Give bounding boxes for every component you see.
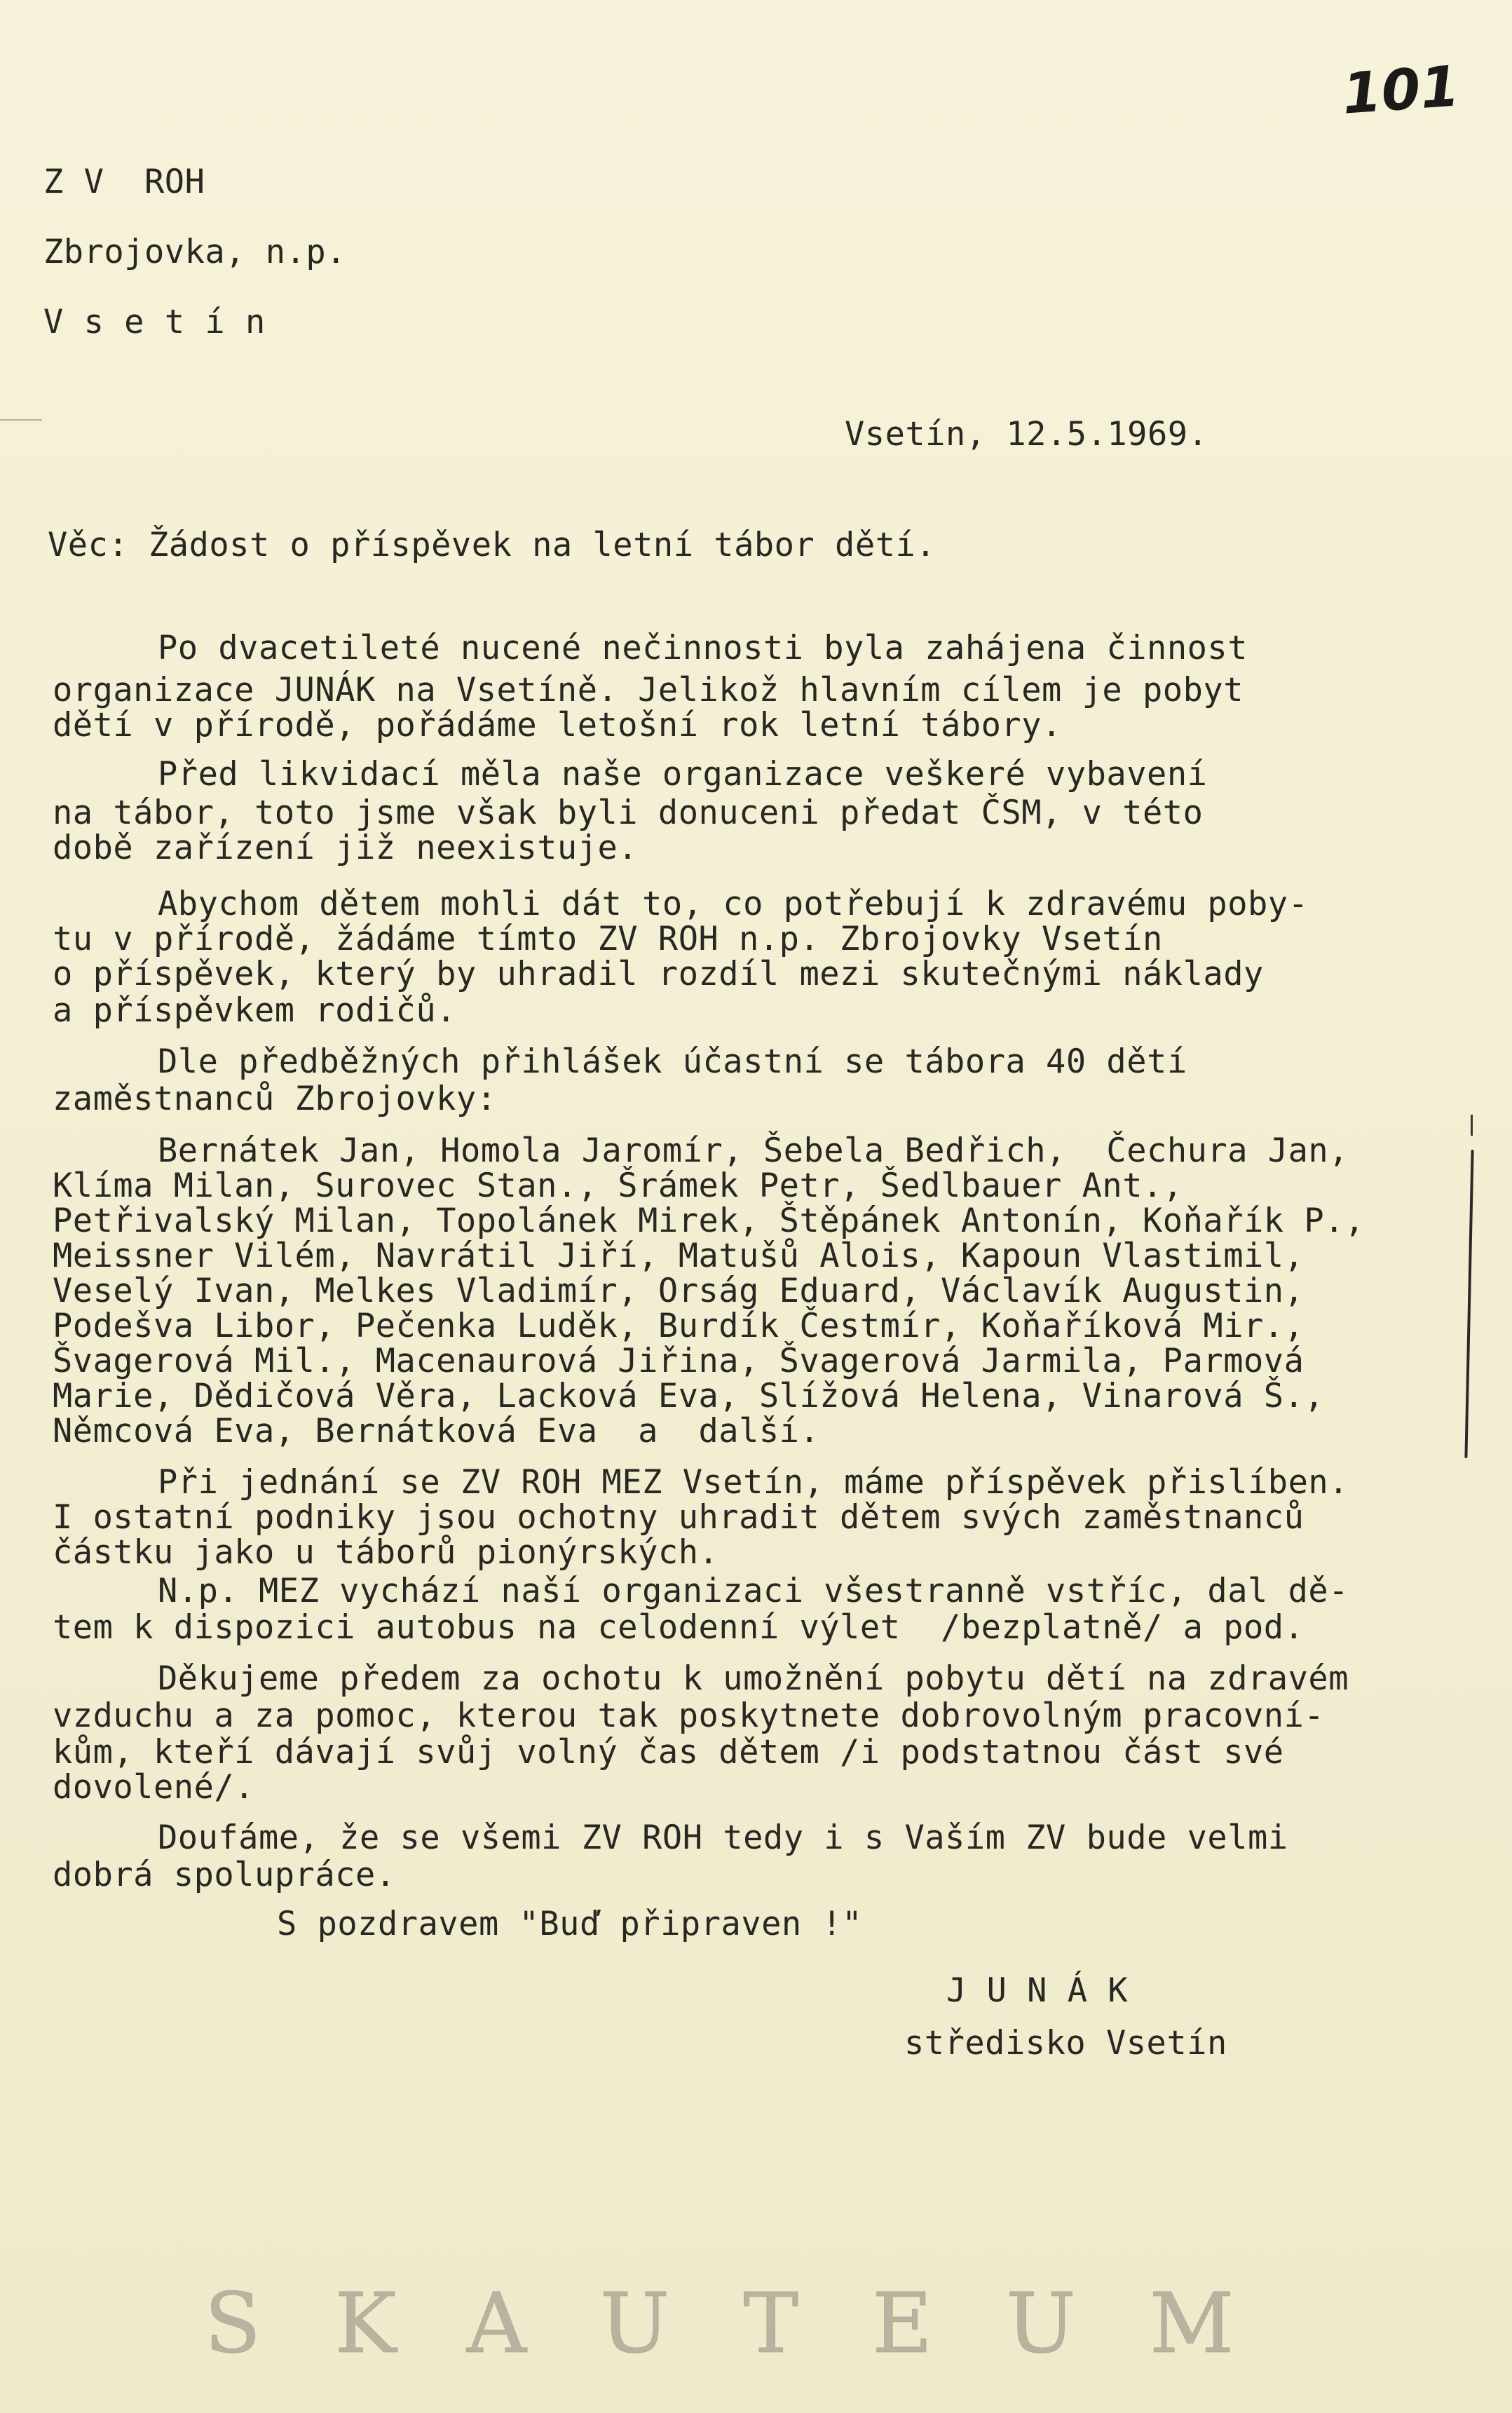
closing-greeting: S pozdravem "Buď připraven !" bbox=[277, 1905, 863, 1943]
paragraph-3-line-1: Abychom dětem mohli dát to, co potřebují k zdravému poby- bbox=[158, 885, 1309, 923]
paragraph-7-line-4: dovolené/. bbox=[53, 1768, 254, 1807]
margin-mark-top bbox=[1471, 1115, 1473, 1136]
paragraph-7-line-3: kům, kteří dávají svůj volný čas dětem /i podstatnou část své bbox=[53, 1733, 1284, 1772]
paragraph-1-line-3: dětí v přírodě, pořádáme letošní rok letní tábory. bbox=[53, 706, 1062, 745]
paragraph-5-line-2: I ostatní podniky jsou ochotny uhradit dětem svých zaměstnanců bbox=[53, 1498, 1305, 1537]
paragraph-8-line-1: Doufáme, že se všemi ZV ROH tedy i s Vaším ZV bude velmi bbox=[158, 1819, 1288, 1857]
paragraph-1-line-2: organizace JUNÁK na Vsetíně. Jelikož hlavním cílem je pobyt bbox=[53, 671, 1244, 709]
names-line-3: Petřivalský Milan, Topolánek Mirek, Štěpánek Antonín, Koňařík P., bbox=[53, 1202, 1365, 1240]
paragraph-6-line-1: N.p. MEZ vychází naší organizaci všestranně vstříc, dal dě- bbox=[158, 1572, 1349, 1610]
names-line-1: Bernátek Jan, Homola Jaromír, Šebela Bedřich, Čechura Jan, bbox=[158, 1131, 1349, 1170]
paragraph-1-line-1: Po dvacetileté nucené nečinnosti byla zahájena činnost bbox=[158, 629, 1248, 667]
paragraph-5-line-3: částku jako u táborů pionýrských. bbox=[53, 1533, 719, 1572]
paragraph-8-line-2: dobrá spolupráce. bbox=[53, 1856, 396, 1894]
signature-org: J U N Á K bbox=[946, 1971, 1129, 2010]
names-line-8: Marie, Dědičová Věra, Lacková Eva, Slížová Helena, Vinarová Š., bbox=[53, 1377, 1325, 1415]
names-line-5: Veselý Ivan, Melkes Vladimír, Orság Eduard, Václavík Augustin, bbox=[53, 1272, 1305, 1310]
paragraph-2-line-3: době zařízení již neexistuje. bbox=[53, 829, 639, 867]
paragraph-2-line-1: Před likvidací měla naše organizace veškeré vybavení bbox=[158, 755, 1208, 794]
names-line-7: Švagerová Mil., Macenaurová Jiřina, Švagerová Jarmila, Parmová bbox=[53, 1342, 1305, 1380]
letter-subject: Věc: Žádost o příspěvek na letní tábor dětí. bbox=[48, 526, 937, 564]
margin-bracket-line bbox=[1464, 1150, 1473, 1458]
names-line-2: Klíma Milan, Surovec Stan., Šrámek Petr, Šedlbauer Ant., bbox=[53, 1167, 1183, 1205]
paragraph-3-line-3: o příspěvek, který by uhradil rozdíl mezi skutečnými náklady bbox=[53, 955, 1264, 993]
handwritten-page-number: 101 bbox=[1340, 53, 1462, 127]
paragraph-7-line-1: Děkujeme předem za ochotu k umožnění pobytu dětí na zdravém bbox=[158, 1659, 1349, 1698]
names-line-6: Podešva Libor, Pečenka Luděk, Burdík Čestmír, Koňaříková Mir., bbox=[53, 1307, 1305, 1345]
names-line-4: Meissner Vilém, Navrátil Jiří, Matušů Alois, Kapoun Vlastimil, bbox=[53, 1237, 1305, 1275]
edge-mark bbox=[0, 419, 42, 421]
archive-watermark: SKAUTEUM bbox=[204, 2275, 1308, 2372]
paragraph-4-line-2: zaměstnanců Zbrojovky: bbox=[53, 1080, 497, 1118]
paragraph-6-line-2: tem k dispozici autobus na celodenní výlet /bezplatně/ a pod. bbox=[53, 1608, 1305, 1647]
letter-date: Vsetín, 12.5.1969. bbox=[845, 415, 1208, 454]
signature-unit: středisko Vsetín bbox=[904, 2024, 1227, 2062]
addressee-line-3: V s e t í n bbox=[43, 303, 266, 341]
paragraph-5-line-1: Při jednání se ZV ROH MEZ Vsetín, máme příspěvek přislíben. bbox=[158, 1463, 1349, 1502]
paragraph-7-line-2: vzduchu a za pomoc, kterou tak poskytnete dobrovolným pracovní- bbox=[53, 1697, 1325, 1735]
paragraph-4-line-1: Dle předběžných přihlášek účastní se tábora 40 dětí bbox=[158, 1042, 1187, 1081]
paragraph-3-line-4: a příspěvkem rodičů. bbox=[53, 991, 456, 1030]
paragraph-3-line-2: tu v přírodě, žádáme tímto ZV ROH n.p. Zbrojovky Vsetín bbox=[53, 920, 1163, 958]
addressee-line-2: Zbrojovka, n.p. bbox=[43, 233, 346, 271]
names-line-9: Němcová Eva, Bernátková Eva a další. bbox=[53, 1412, 820, 1450]
paragraph-2-line-2: na tábor, toto jsme však byli donuceni předat ČSM, v této bbox=[53, 794, 1204, 832]
addressee-line-1: Z V ROH bbox=[43, 163, 205, 201]
